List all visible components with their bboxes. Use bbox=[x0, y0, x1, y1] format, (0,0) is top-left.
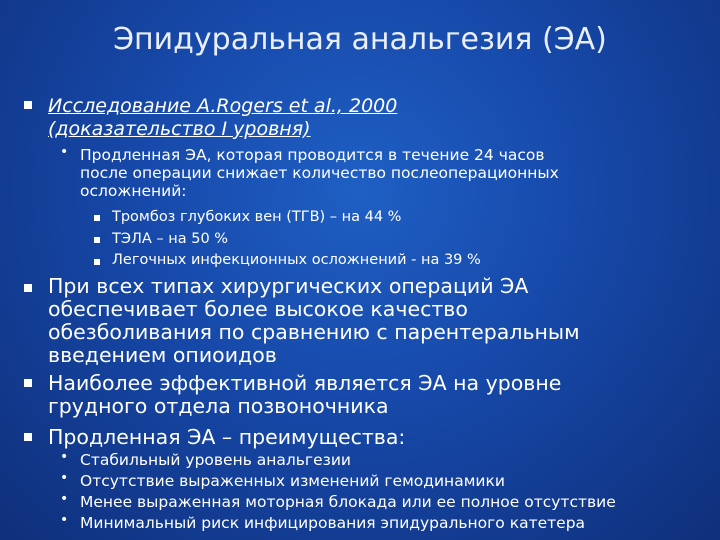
advantage-item: Менее выраженная моторная блокада или ее полное отсутствие bbox=[80, 493, 616, 511]
square-bullet-icon bbox=[24, 379, 32, 387]
square-bullet-icon bbox=[24, 101, 32, 109]
square-bullet-icon bbox=[24, 433, 32, 441]
finding-line: осложнений: bbox=[80, 182, 187, 200]
round-bullet-icon: • bbox=[60, 491, 69, 507]
thoracic-line: грудного отдела позвоночника bbox=[48, 394, 389, 418]
finding-line: Продленная ЭА, которая проводится в течение 24 часов bbox=[80, 146, 545, 164]
square-bullet-icon bbox=[94, 215, 100, 221]
square-bullet-icon bbox=[94, 237, 100, 243]
advantage-item: Стабильный уровень анальгезии bbox=[80, 451, 352, 469]
round-bullet-icon: • bbox=[60, 449, 69, 465]
thoracic-line: Наиболее эффективной является ЭА на уровне bbox=[48, 371, 562, 395]
square-bullet-icon bbox=[24, 284, 32, 292]
round-bullet-icon: • bbox=[60, 512, 69, 528]
slide-title: Эпидуральная анальгезия (ЭА) bbox=[113, 22, 607, 57]
round-bullet-icon: • bbox=[60, 470, 69, 486]
advantage-item: Минимальный риск инфицирования эпидурального катетера bbox=[80, 514, 586, 532]
quality-line: обезболивания по сравнению с парентеральным bbox=[48, 320, 580, 344]
advantage-item: Отсутствие выраженных изменений гемодинамики bbox=[80, 472, 505, 490]
quality-line: обеспечивает более высокое качество bbox=[48, 297, 468, 321]
study-reference: Исследование A.Rogers et al., 2000 bbox=[48, 95, 398, 117]
advantages-heading: Продленная ЭА – преимущества: bbox=[48, 425, 406, 449]
reduction-item: ТЭЛА – на 50 % bbox=[112, 231, 229, 247]
round-bullet-icon: • bbox=[60, 144, 69, 160]
reduction-item: Легочных инфекционных осложнений - на 39 % bbox=[112, 252, 481, 268]
reduction-item: Тромбоз глубоких вен (ТГВ) – на 44 % bbox=[112, 209, 402, 225]
quality-line: введением опиоидов bbox=[48, 343, 277, 367]
study-evidence-level: (доказательство I уровня) bbox=[48, 118, 311, 140]
quality-line: При всех типах хирургических операций ЭА bbox=[48, 274, 529, 298]
square-bullet-icon bbox=[94, 259, 100, 265]
finding-line: после операции снижает количество послеоперационных bbox=[80, 164, 559, 182]
